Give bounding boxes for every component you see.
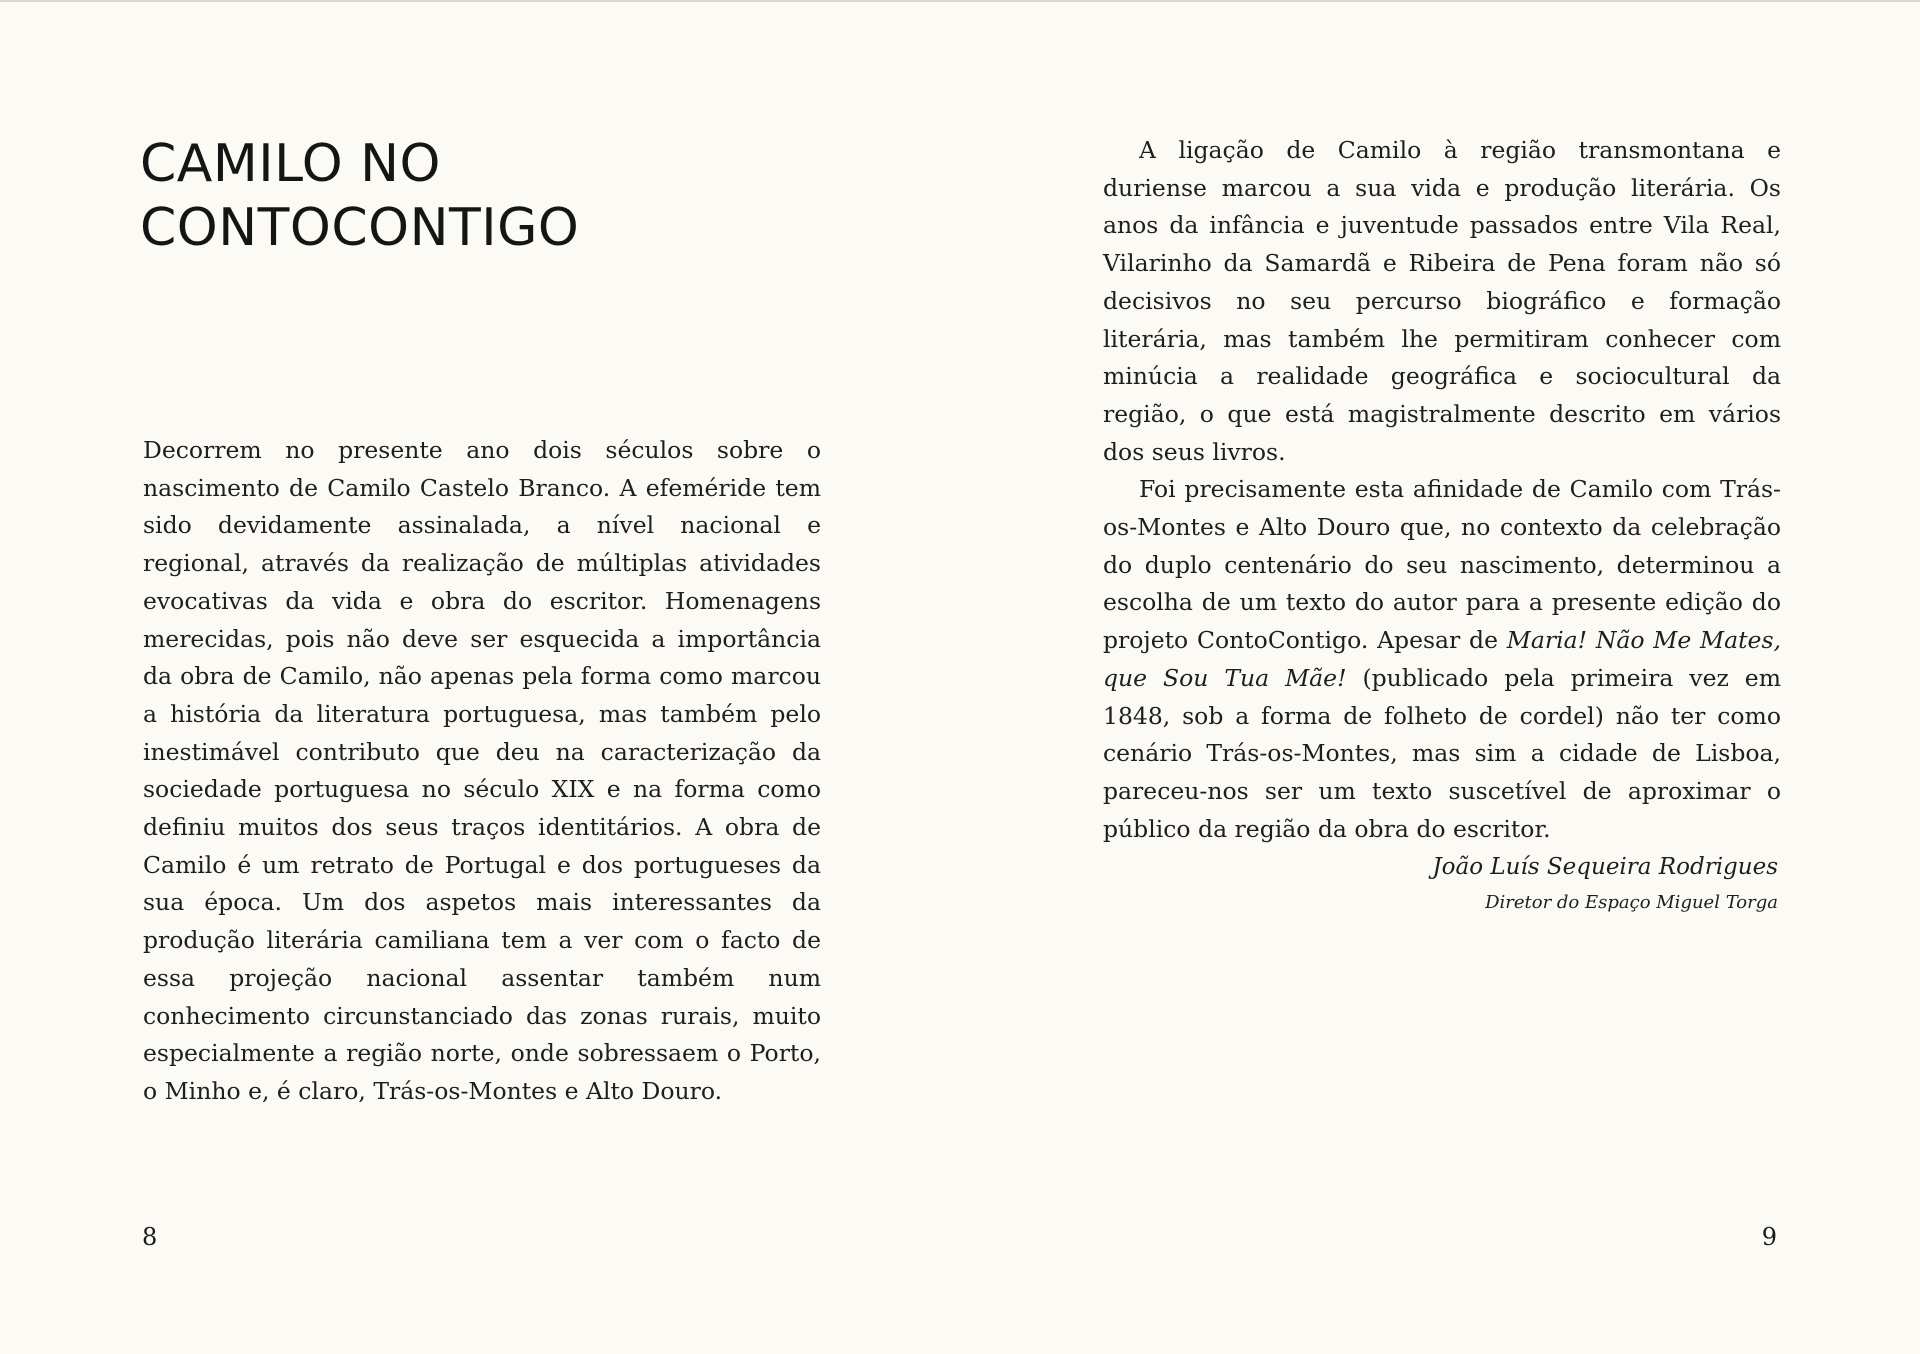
title-line-2: CONTOCONTIGO — [140, 198, 580, 258]
title-line-1: CAMILO NO — [140, 134, 441, 194]
signature-role: Diretor do Espaço Miguel Torga — [1485, 892, 1778, 913]
page-title — [140, 132, 579, 260]
page-number-left: 8 — [142, 1223, 158, 1251]
right-body-text — [1103, 132, 1781, 848]
right-page — [960, 0, 1920, 1354]
paragraph-affinity — [1103, 471, 1781, 848]
paragraph-affinity-end: (publicado pela primeira vez em 1848, sob a forma de folheto de cordel) não ter como cenário Trás-os-Montes, mas sim a cidade de Lisboa, pareceu-nos ser um texto suscetível de aproximar o público da região da obra do escritor. — [1103, 663, 1781, 843]
signature-block — [1432, 848, 1778, 920]
work-title: Maria! Não Me Mates, que Sou Tua Mãe! — [1103, 626, 1781, 692]
intro-paragraph: Decorrem no presente ano dois séculos sobre o nascimento de Camilo Castelo Branco. A efeméride tem sido devidamente assinalada, a nível nacional e regional, através da realização de múltiplas atividades evocativas da vida e obra do escritor. Homenagens merecidas, pois não deve ser esquecida a importância da obra de Camilo, não apenas pela forma como marcou a história da literatura portuguesa, mas também pelo inestimável contributo que deu na caracterização da sociedade portuguesa no século XIX e na forma como definiu muitos dos seus traços identitários. A obra de Camilo é um retrato de Portugal e dos portugueses da sua época. Um dos aspetos mais interessantes da produção literária camiliana tem a ver com o facto de essa projeção nacional assentar também num conhecimento circunstanciado das zonas rurais, muito especialmente a região norte, onde sobressaem o Porto, o Minho e, é claro, Trás-os-Montes e Alto Douro. — [143, 436, 821, 1105]
paragraph-connection: A ligação de Camilo à região transmontana e duriense marcou a sua vida e produção literária. Os anos da infância e juventude passados entre Vila Real, Vilarinho da Samardã e Ribeira de Pena foram não só decisivos no seu percurso biográfico e formação literária, mas também lhe permitiram conhecer com minúcia a realidade geográfica e sociocultural da região, o que está magistralmente descrito em vários dos seus livros. — [1103, 136, 1781, 466]
signature-name: João Luís Sequeira Rodrigues — [1432, 854, 1778, 880]
page-number-right: 9 — [1761, 1223, 1777, 1251]
left-body-text — [143, 432, 821, 1111]
paragraph-affinity-start: Foi precisamente esta afinidade de Camilo com Trás-os-Montes e Alto Douro que, no contexto da celebração do duplo centenário do seu nascimento, determinou a escolha de um texto do autor para a presente edição do projeto ContoContigo. Apesar de — [1103, 475, 1781, 655]
